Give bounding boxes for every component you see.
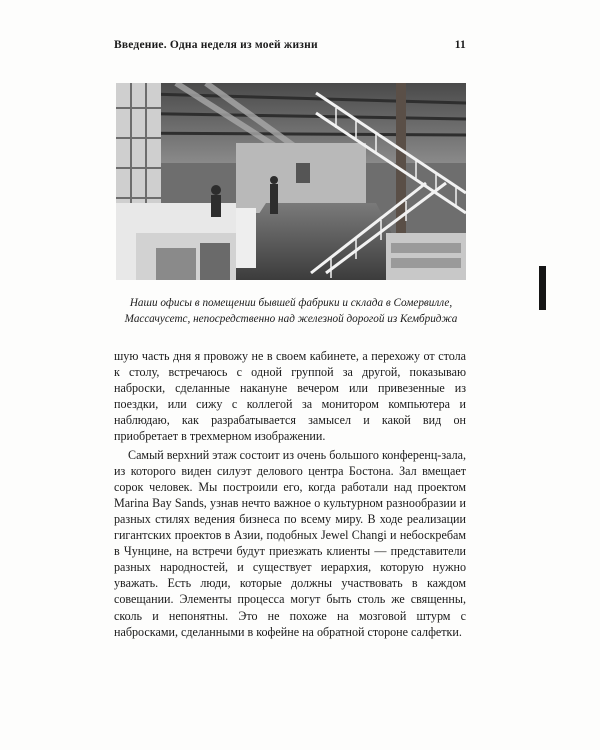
body-text: [114, 348, 466, 640]
running-head: [114, 39, 466, 51]
page-number: 11: [454, 39, 466, 51]
paragraph: Самый верхний этаж состоит из очень большого конференц-зала, из которого виден силуэт делового центра Бостона. Зал вмещает сорок человек. Мы построили его, когда работали над проектом Marina Bay Sands, узнав нечто важное о культурном разнообразии и разных стилях ведения бизнеса по всему миру. В ходе реализации гигантских проектов в Азии, подобных Jewel Changi и небоскребам в Чунцине, на встречи будут приезжать клиенты — представители разных народностей, и существует иерархия, которую нужно уважать. Есть люди, которые должны участвовать в каждом совещании. Элементы процесса могут быть столь же священны, сколь и непонятны. Это не похоже на мозговой штурм с набросками, сделанными в кофейне на обратной стороне салфетки.: [114, 447, 466, 639]
paragraph: шую часть дня я провожу не в своем кабинете, а перехожу от стола к столу, встречаюсь с одной группой за другой, показываю наброски, сделанные накануне вечером или привезенные из поездки, или сижу с коллегой за монитором компьютера и наблюдаю, как разрабатывается замысел и какой вид он приобретает в трехмерном изображении.: [114, 349, 466, 444]
caption-line-2: Массачусетс, непосредственно над железной дорогой из Кембриджа: [124, 312, 458, 325]
photo-caption: [114, 296, 468, 327]
chapter-title: Введение. Одна неделя из моей жизни: [114, 39, 318, 51]
office-photo: [116, 83, 466, 280]
caption-line-1: Наши офисы в помещении бывшей фабрики и склада в Сомервилле,: [129, 297, 453, 309]
chapter-thumb-tab: [539, 266, 546, 310]
